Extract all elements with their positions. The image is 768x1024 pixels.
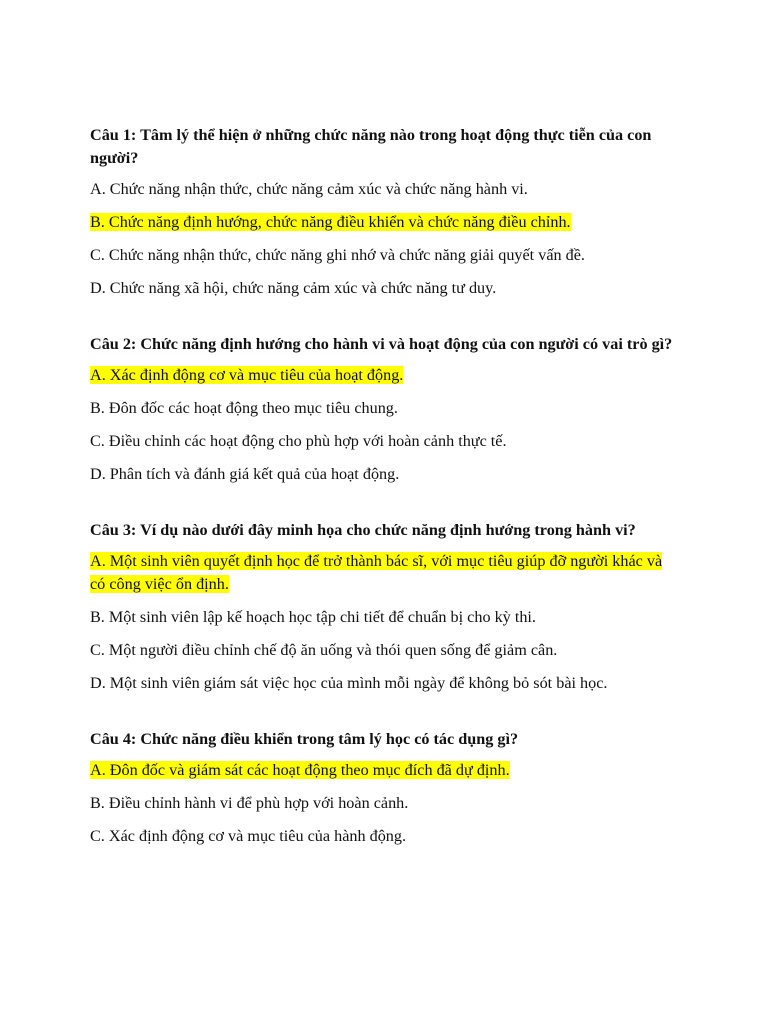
highlighted-answer: A. Đôn đốc và giám sát các hoạt động theo mục đích đã dự định. xyxy=(90,761,510,779)
option-a xyxy=(90,364,680,387)
highlighted-answer: B. Chức năng định hướng, chức năng điều khiển và chức năng điều chỉnh. xyxy=(90,213,571,231)
option-b: B. Điều chỉnh hành vi để phù hợp với hoàn cảnh. xyxy=(90,794,409,812)
option-d: D. Phân tích và đánh giá kết quả của hoạt động. xyxy=(90,465,400,483)
option-b: B. Đôn đốc các hoạt động theo mục tiêu chung. xyxy=(90,399,398,417)
option-a xyxy=(90,759,680,782)
option-c: C. Điều chỉnh các hoạt động cho phù hợp với hoàn cảnh thực tế. xyxy=(90,432,507,450)
option-c: C. Xác định động cơ và mục tiêu của hành động. xyxy=(90,827,407,845)
question-3 xyxy=(90,519,680,695)
question-title: Câu 2: Chức năng định hướng cho hành vi và hoạt động của con người có vai trò gì? xyxy=(90,335,673,353)
question-2 xyxy=(90,333,680,486)
question-title: Câu 3: Ví dụ nào dưới đây minh họa cho chức năng định hướng trong hành vi? xyxy=(90,521,636,539)
question-title: Câu 1: Tâm lý thể hiện ở những chức năng nào trong hoạt động thực tiễn của con người? xyxy=(90,126,652,167)
option-a xyxy=(90,550,680,596)
option-c: C. Chức năng nhận thức, chức năng ghi nhớ và chức năng giải quyết vấn đề. xyxy=(90,246,585,264)
highlighted-answer: A. Một sinh viên quyết định học để trở thành bác sĩ, với mục tiêu giúp đỡ người khác và có công việc ổn định. xyxy=(90,552,663,593)
option-a: A. Chức năng nhận thức, chức năng cảm xúc và chức năng hành vi. xyxy=(90,180,528,198)
option-d: D. Chức năng xã hội, chức năng cảm xúc và chức năng tư duy. xyxy=(90,279,497,297)
question-4 xyxy=(90,728,680,848)
option-d: D. Một sinh viên giám sát việc học của mình mỗi ngày để không bỏ sót bài học. xyxy=(90,674,608,692)
highlighted-answer: A. Xác định động cơ và mục tiêu của hoạt động. xyxy=(90,366,404,384)
question-title: Câu 4: Chức năng điều khiển trong tâm lý học có tác dụng gì? xyxy=(90,730,519,748)
option-c: C. Một người điều chỉnh chế độ ăn uống và thói quen sống để giảm cân. xyxy=(90,641,558,659)
option-b: B. Một sinh viên lập kế hoạch học tập chi tiết để chuẩn bị cho kỳ thi. xyxy=(90,608,536,626)
option-b xyxy=(90,211,680,234)
question-1 xyxy=(90,124,680,300)
document-page xyxy=(90,124,680,881)
